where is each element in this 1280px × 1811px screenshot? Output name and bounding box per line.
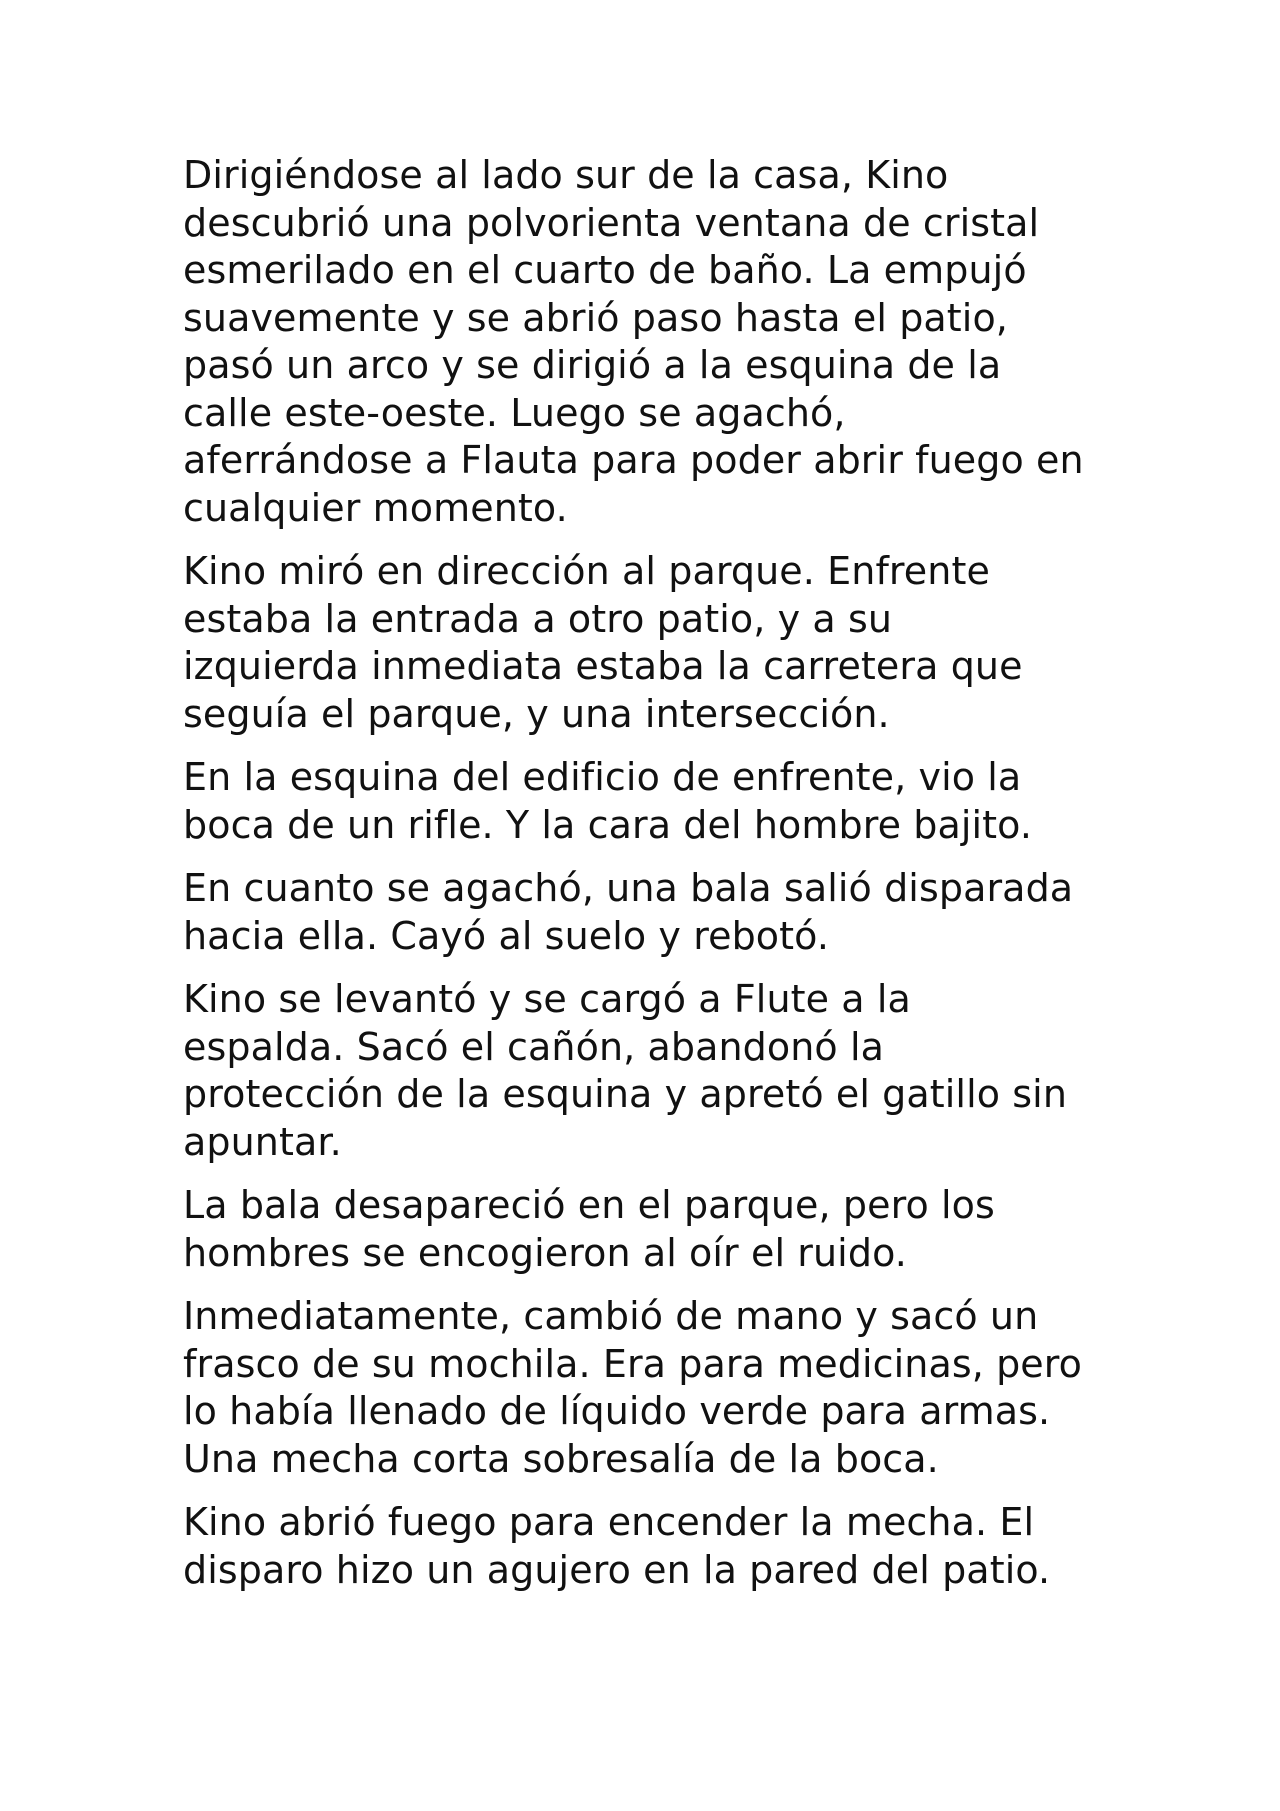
text-line: hombres se encogieron al oír el ruido. <box>183 1230 907 1275</box>
text-line: Dirigiéndose al lado sur de la casa, Kino <box>183 153 949 197</box>
text-line: seguía el parque, y una intersección. <box>183 691 890 736</box>
text-line: Una mecha corta sobresalía de la boca. <box>183 1436 939 1481</box>
text-line: Inmediatamente, cambió de mano y sacó un <box>183 1294 1039 1338</box>
text-line: calle este-oeste. Luego se agachó, <box>183 390 846 435</box>
text-line: Kino miró en dirección al parque. Enfrente <box>183 549 990 593</box>
paragraph <box>183 1182 1123 1277</box>
text-line: Kino se levantó y se cargó a Flute a la <box>183 977 911 1021</box>
text-line: En cuanto se agachó, una bala salió disparada <box>183 866 1074 910</box>
text-line: pasó un arco y se dirigió a la esquina de la <box>183 343 1002 387</box>
paragraph <box>183 1293 1123 1483</box>
paragraph <box>183 1499 1123 1594</box>
text-line: suavemente y se abrió paso hasta el patio, <box>183 295 1008 340</box>
text-line: estaba la entrada a otro patio, y a su <box>183 596 893 641</box>
paragraph <box>183 976 1123 1166</box>
paragraph <box>183 548 1123 738</box>
paragraph <box>183 865 1123 960</box>
body-text <box>183 152 1123 1610</box>
paragraph <box>183 152 1123 532</box>
paragraph <box>183 754 1123 849</box>
text-line: protección de la esquina y apretó el gatillo sin <box>183 1072 1068 1116</box>
text-line: frasco de su mochila. Era para medicinas, pero <box>183 1341 1083 1386</box>
text-line: Kino abrió fuego para encender la mecha. El <box>183 1500 1035 1544</box>
text-line: descubrió una polvorienta ventana de cristal <box>183 200 1040 245</box>
text-line: izquierda inmediata estaba la carretera que <box>183 644 1023 688</box>
text-line: La bala desapareció en el parque, pero los <box>183 1183 995 1227</box>
text-line: hacia ella. Cayó al suelo y rebotó. <box>183 913 829 958</box>
text-line: disparo hizo un agujero en la pared del patio. <box>183 1547 1051 1592</box>
text-line: lo había llenado de líquido verde para armas. <box>183 1389 1051 1433</box>
text-line: espalda. Sacó el cañón, abandonó la <box>183 1024 885 1069</box>
text-line: cualquier momento. <box>183 485 568 530</box>
text-line: esmerilado en el cuarto de baño. La empujó <box>183 248 1027 292</box>
text-line: apuntar. <box>183 1119 342 1164</box>
text-line: aferrándose a Flauta para poder abrir fuego en <box>183 438 1084 482</box>
text-line: En la esquina del edificio de enfrente, vio la <box>183 755 1022 799</box>
text-line: boca de un rifle. Y la cara del hombre bajito. <box>183 802 1033 847</box>
